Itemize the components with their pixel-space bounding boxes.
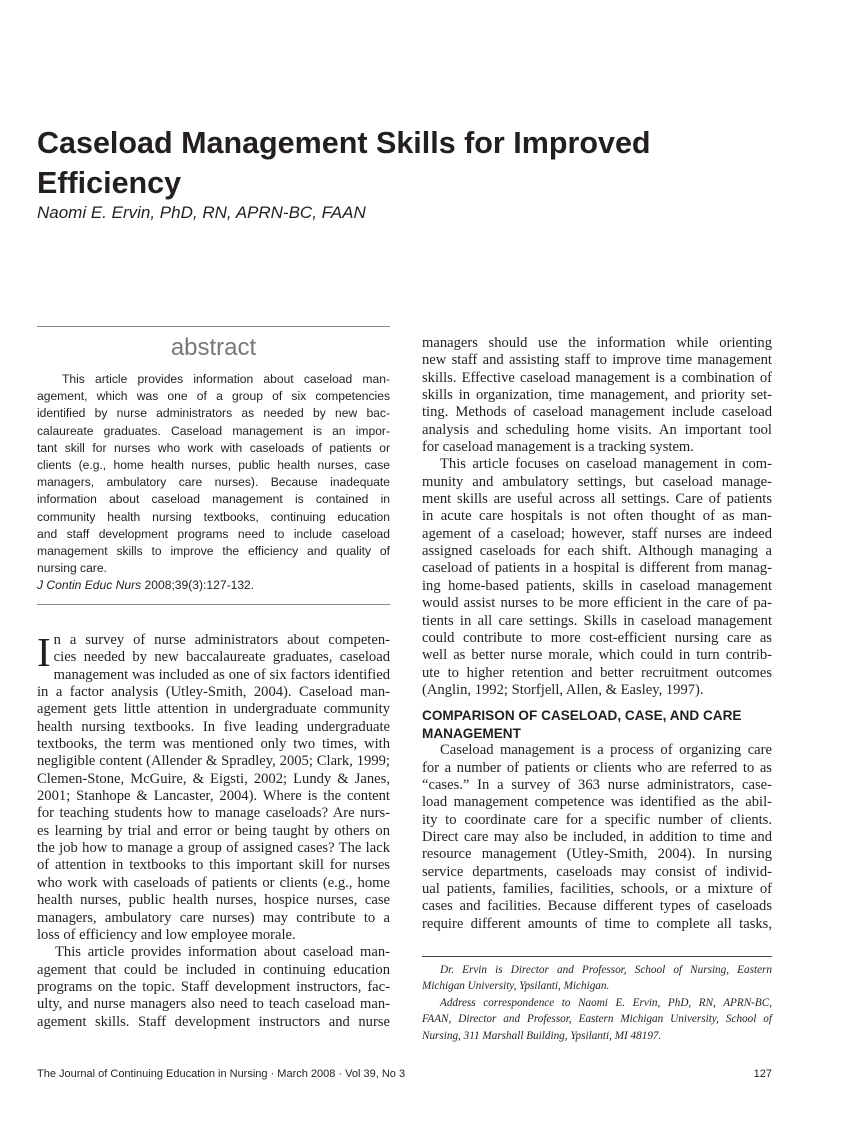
abstract-top-rule — [37, 326, 390, 327]
text-line: textbooks, the term was mentioned only two times, with — [37, 736, 390, 753]
text-line: load management competence was identified as the abil- — [422, 794, 772, 811]
section-text — [422, 742, 772, 933]
text-line: Nursing, 311 Marshall Building, Ypsilanti, MI 48197. — [422, 1029, 662, 1042]
abstract-text — [37, 371, 390, 577]
text-line: Clemen-Stone, McGuire, & Eigsti, 2002; Lundy & Janes, — [37, 770, 390, 787]
text-line: for caseload management is a tracking system. — [422, 439, 694, 456]
drop-cap: I — [37, 629, 51, 675]
text-line: ment skills are useful across all settings. Care of patients — [422, 491, 772, 508]
text-line: FAAN, Director and Professor, Eastern Michigan University, School of — [422, 1013, 772, 1026]
footnote-rule — [422, 956, 772, 957]
text-line: management was included as one of six factors identified — [53, 666, 390, 683]
abstract-bottom-rule — [37, 604, 390, 605]
text-line: agement of a caseload; however, staff nurses are indeed — [422, 525, 772, 542]
text-line: 2001; Stanhope & Lancaster, 2004). Where is the content — [37, 788, 390, 805]
text-line: ute to higher retention and better recruitment outcomes — [422, 664, 772, 681]
text-line: ual patients, families, facilities, schools, or a mixture of — [422, 880, 772, 897]
text-line: health nurses, public health nurses, hospice nurses, case — [37, 892, 390, 909]
text-line: negligible content (Allender & Spradley, 2005; Clark, 1999; — [37, 753, 390, 770]
author-byline: Naomi E. Ervin, PhD, RN, APRN-BC, FAAN — [37, 203, 366, 222]
text-line: managers, ambulatory care nurses) may contribute to a — [37, 909, 390, 926]
title-line: Efficiency — [37, 166, 182, 200]
text-line: for teaching students how to manage caseloads? Are nurs- — [37, 805, 390, 822]
text-line: assigned caseloads for each shift. Although managing a — [422, 543, 772, 560]
text-line: programs on the topic. Staff development instructors, fac- — [37, 978, 390, 995]
abstract-line: nursing care. — [37, 561, 107, 576]
text-line: Dr. Ervin is Director and Professor, School of Nursing, Eastern — [440, 964, 772, 976]
abstract-line: and staff development programs need to include caseload — [37, 526, 390, 541]
text-line: agement skills. Staff development instructors and nurse — [37, 1013, 390, 1030]
text-line: health nursing textbooks. In five leading undergraduate — [37, 718, 390, 735]
text-line: ing home-based patients, skills in caseload management — [422, 577, 772, 594]
abstract-line: identified by nurse administrators as needed by new bac- — [37, 406, 390, 421]
footer-journal: The Journal of Continuing Education in Nursing · March 2008 · Vol 39, No 3 — [37, 1068, 406, 1080]
text-line: the job how to manage a group of assigned cases? The lack — [37, 840, 390, 857]
text-line: managers should use the information while orienting — [422, 335, 772, 351]
left-column — [37, 629, 390, 1031]
abstract-line: clients (e.g., home health nurses, public health nurses, case — [37, 457, 390, 472]
text-line: (Anglin, 1992; Storfjell, Allen, & Easley, 1997). — [422, 681, 704, 698]
text-line: service departments, caseloads may consist of individ- — [422, 863, 772, 880]
title-line: Caseload Management Skills for Improved — [37, 126, 651, 160]
text-line: could contribute to more cost-efficient nursing care as — [422, 629, 772, 646]
abstract-line: This article provides information about caseload man- — [62, 372, 390, 386]
text-line: Direct care may also be included, in addition to time and — [422, 828, 772, 845]
abstract-line: calaureate graduates. Caseload management is an impor- — [37, 423, 390, 438]
text-line: well as better nurse morale, which could in turn contrib- — [422, 647, 772, 664]
abstract-line: community health nursing textbooks, continuing education — [37, 509, 390, 524]
text-line: of attention in textbooks to this important skill for nurses — [37, 857, 390, 874]
abstract-citation — [37, 577, 390, 594]
abstract-line: information about caseload management is contained in — [37, 492, 390, 507]
abstract-line: managers, ambulatory care nurses). Because inadequate — [37, 475, 390, 490]
author-footnotes — [422, 962, 772, 1044]
text-line: Address correspondence to Naomi E. Ervin, PhD, RN, APRN-BC, — [440, 996, 772, 1009]
text-line: in a factor analysis (Utley-Smith, 2004). Caseload man- — [37, 684, 390, 701]
text-line: ity to coordinate care for a specific number of clients. — [422, 811, 772, 828]
abstract-body — [37, 371, 390, 594]
text-line: Michigan University, Ypsilanti, Michigan. — [422, 980, 610, 993]
abstract-heading: abstract — [170, 334, 257, 361]
text-line: “cases.” In a survey of 363 nurse administrators, case- — [422, 776, 772, 793]
article-title — [37, 123, 797, 203]
abstract-line: tant skill for nurses who work with caseloads of patients or — [37, 440, 390, 455]
text-line: in acute care hospitals is not often thought of as man- — [422, 508, 772, 525]
text-line: skills in organization, time management, and priority set- — [422, 387, 772, 404]
right-column-text — [422, 335, 772, 699]
text-line: skills. Effective caseload management is a combination of — [422, 369, 772, 386]
citation-journal: J Contin Educ Nurs — [37, 578, 142, 593]
text-line: cases and facilities. Because different types of caseloads — [422, 898, 772, 915]
section-heading — [422, 707, 772, 742]
text-line: agement gets little attention in undergraduate community — [37, 701, 390, 718]
text-line: Caseload management is a process of organizing care — [440, 742, 772, 759]
text-line: would assist nurses to be more efficient in the care of pa- — [422, 595, 772, 612]
text-line: es learning by trial and error or being taught by others on — [37, 822, 390, 839]
text-line: for a number of patients or clients who are referred to as — [422, 759, 772, 776]
left-column-text — [37, 629, 390, 1031]
page-number: 127 — [753, 1068, 772, 1080]
text-line: This article provides information about caseload man- — [55, 944, 390, 961]
citation-details: 2008;39(3):127-132. — [141, 578, 255, 593]
text-line: caseload of patients in a hospital is different from manag- — [422, 560, 772, 577]
text-line: ulty, and nurse managers also need to teach caseload man- — [37, 996, 390, 1013]
abstract-line: management skills to improve the efficiency and quality of — [37, 543, 390, 558]
text-line: loss of efficiency and low employee morale. — [37, 926, 296, 943]
text-line: agement that could be included in continuing education — [37, 961, 390, 978]
text-line: This article focuses on caseload management in com- — [440, 456, 772, 473]
section-heading-line: MANAGEMENT — [422, 725, 521, 741]
text-line: require different amounts of time to complete all tasks, — [422, 915, 772, 932]
right-column — [422, 335, 772, 933]
text-line: cies needed by new baccalaureate graduates, caseload — [53, 649, 390, 666]
text-line: tients in all care settings. Skills in caseload management — [422, 612, 772, 629]
text-line: analysis and scheduling home visits. An important tool — [422, 421, 772, 438]
text-line: n a survey of nurse administrators about competen- — [53, 632, 390, 648]
abstract-line: agement, which was one of a group of six competencies — [37, 389, 390, 404]
text-line: ting. Methods of caseload management include caseload — [422, 404, 772, 421]
section-heading-line: COMPARISON OF CASELOAD, CASE, AND CARE — [422, 708, 742, 724]
text-line: new staff and assisting staff to improve time management — [422, 352, 772, 369]
text-line: who work with caseloads of patients or clients (e.g., home — [37, 874, 390, 891]
text-line: resource management (Utley-Smith, 2004). In nursing — [422, 846, 772, 863]
text-line: munity and ambulatory settings, but caseload manage- — [422, 473, 772, 490]
